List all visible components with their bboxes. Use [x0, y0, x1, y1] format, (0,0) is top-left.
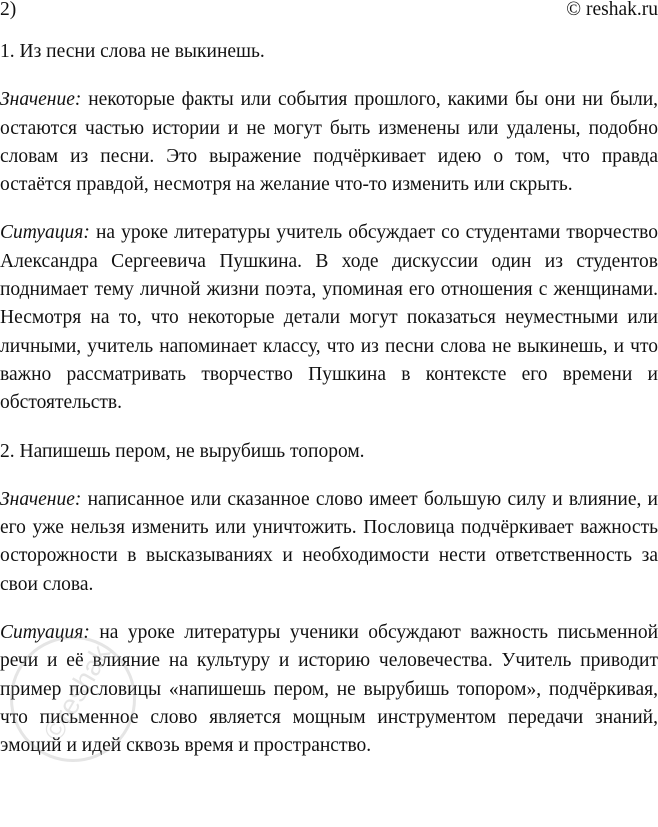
task-number: 2) — [0, 0, 17, 20]
situation-paragraph-2 — [0, 619, 658, 760]
situation-label: Ситуация: — [0, 622, 90, 644]
meaning-paragraph-2 — [0, 486, 658, 599]
proverb-title-1: 1. Из песни слова не выкинешь. — [0, 41, 265, 62]
situation-label: Ситуация: — [0, 222, 90, 244]
situation-text: на уроке литературы учитель обсуждает со студентами творчество Александра Сергеевича Пушкина. В ходе дискуссии один из студентов поднимает тему личной жизни поэта, упоминая его отношения с женщинами. Несмотря на то, что некоторые детали могут показаться неуместными или личными, учитель напоминает классу, что из песни слова не выкинешь, и что важно рассматривать творчество Пушкина в контексте его времени и обстоятельств. — [0, 222, 658, 414]
page-header — [0, 0, 658, 24]
meaning-text: некоторые факты или события прошлого, какими бы они ни были, остаются частью истории и не могут быть изменены или удалены, подобно словам из песни. Это выражение подчёркивает идею о том, что правда остаётся правдой, несмотря на желание что-то изменить или скрыть. — [0, 89, 658, 196]
situation-paragraph-1 — [0, 219, 658, 417]
meaning-label: Значение: — [0, 89, 82, 111]
proverb-title-2: 2. Напишешь пером, не вырубишь топором. — [0, 440, 365, 462]
situation-text: на уроке литературы ученики обсуждают важность письменной речи и её влияние на культуру и историю человечества. Учитель приводит пример пословицы «напишешь пером, не вырубишь топором», подчёркивая, что письменное слово является мощным инструментом передачи знаний, эмоций и идей сквозь время и пространство. — [0, 622, 658, 757]
copyright: © reshak.ru — [566, 0, 658, 20]
meaning-label: Значение: — [0, 488, 82, 510]
watermark-text: ©reshak — [37, 639, 117, 746]
meaning-paragraph-1 — [0, 86, 658, 199]
meaning-text: написанное или сказанное слово имеет большую силу и влияние, и его уже нельзя изменить или уничтожить. Пословица подчёркивает важность осторожности в высказываниях и необходимости нести ответственность за свои слова. — [0, 488, 658, 595]
